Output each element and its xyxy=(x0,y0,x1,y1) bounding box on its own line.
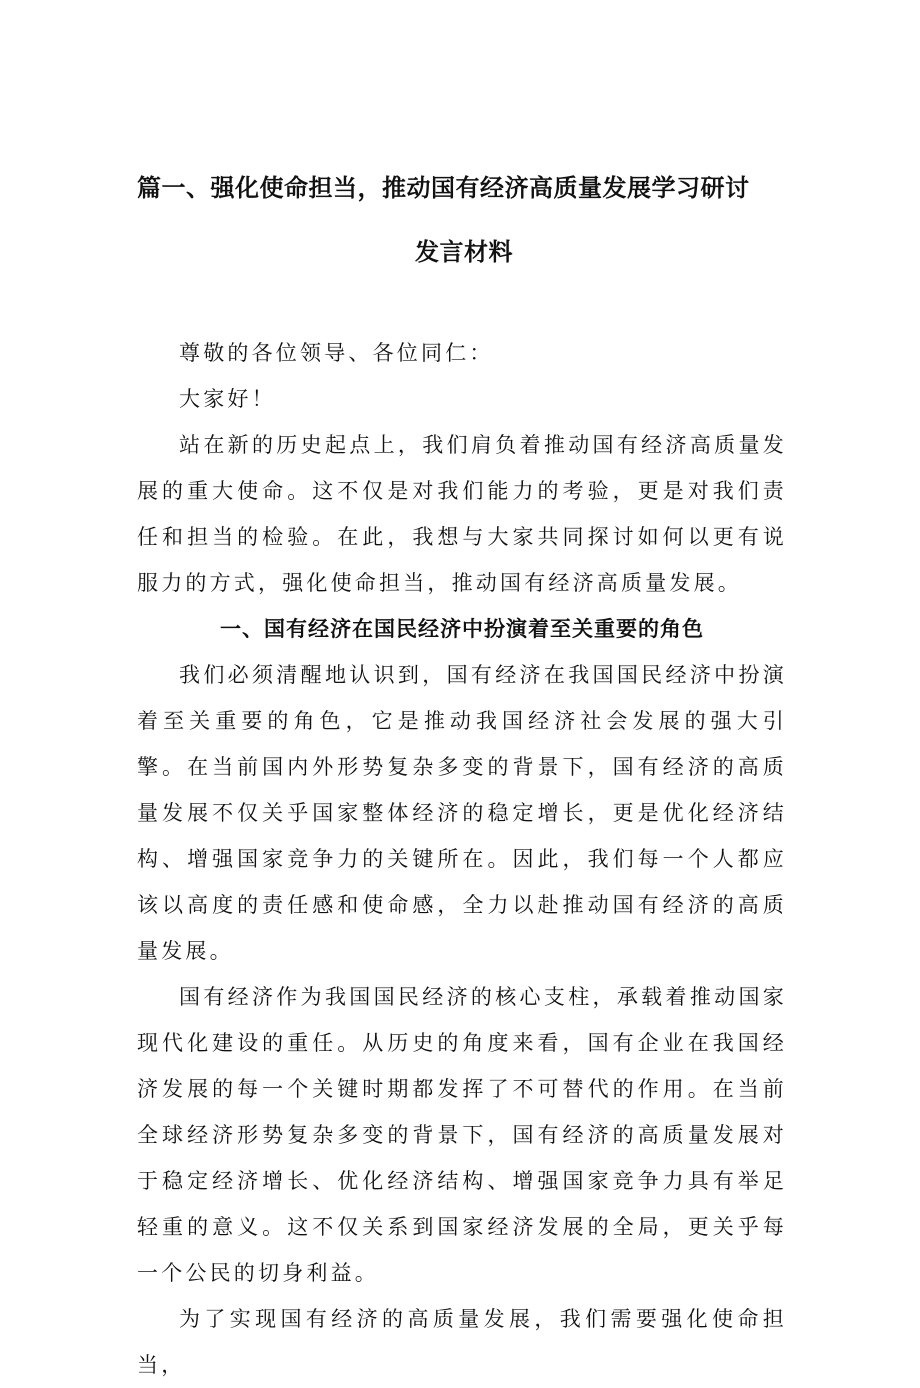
document-title-line-2: 发言材料 xyxy=(415,238,513,266)
document-body xyxy=(137,330,787,1388)
paragraph-1: 我们必须清醒地认识到，国有经济在我国国民经济中扮演着至关重要的角色，它是推动我国经济社会发展的强大引擎。在当前国内外形势复杂多变的背景下，国有经济的高质量发展不仅关乎国家整体经济的稳定增长，更是优化经济结构、增强国家竞争力的关键所在。因此，我们每一个人都应该以高度的责任感和使命感，全力以赴推动国有经济的高质量发展。 xyxy=(137,663,787,963)
intro-paragraph: 站在新的历史起点上，我们肩负着推动国有经济高质量发展的重大使命。这不仅是对我们能力的考验，更是对我们责任和担当的检验。在此，我想与大家共同探讨如何以更有说服力的方式，强化使命担当，推动国有经济高质量发展。 xyxy=(137,433,787,595)
section-1-heading: 一、国有经济在国民经济中扮演着至关重要的角色 xyxy=(220,617,704,641)
paragraph-3: 为了实现国有经济的高质量发展，我们需要强化使命担当， xyxy=(137,1307,787,1377)
paragraph-2: 国有经济作为我国国民经济的核心支柱，承载着推动国家现代化建设的重任。从历史的角度来看，国有企业在我国经济发展的每一个关键时期都发挥了不可替代的作用。在当前全球经济形势复杂多变的背景下，国有经济的高质量发展对于稳定经济增长、优化经济结构、增强国家竞争力具有举足轻重的意义。这不仅关系到国家经济发展的全局，更关乎每一个公民的切身利益。 xyxy=(137,985,787,1285)
greeting: 大家好！ xyxy=(179,387,276,411)
document-title-line-1: 篇一、强化使命担当，推动国有经济高质量发展学习研讨 xyxy=(137,174,750,202)
salutation: 尊敬的各位领导、各位同仁： xyxy=(179,341,494,365)
